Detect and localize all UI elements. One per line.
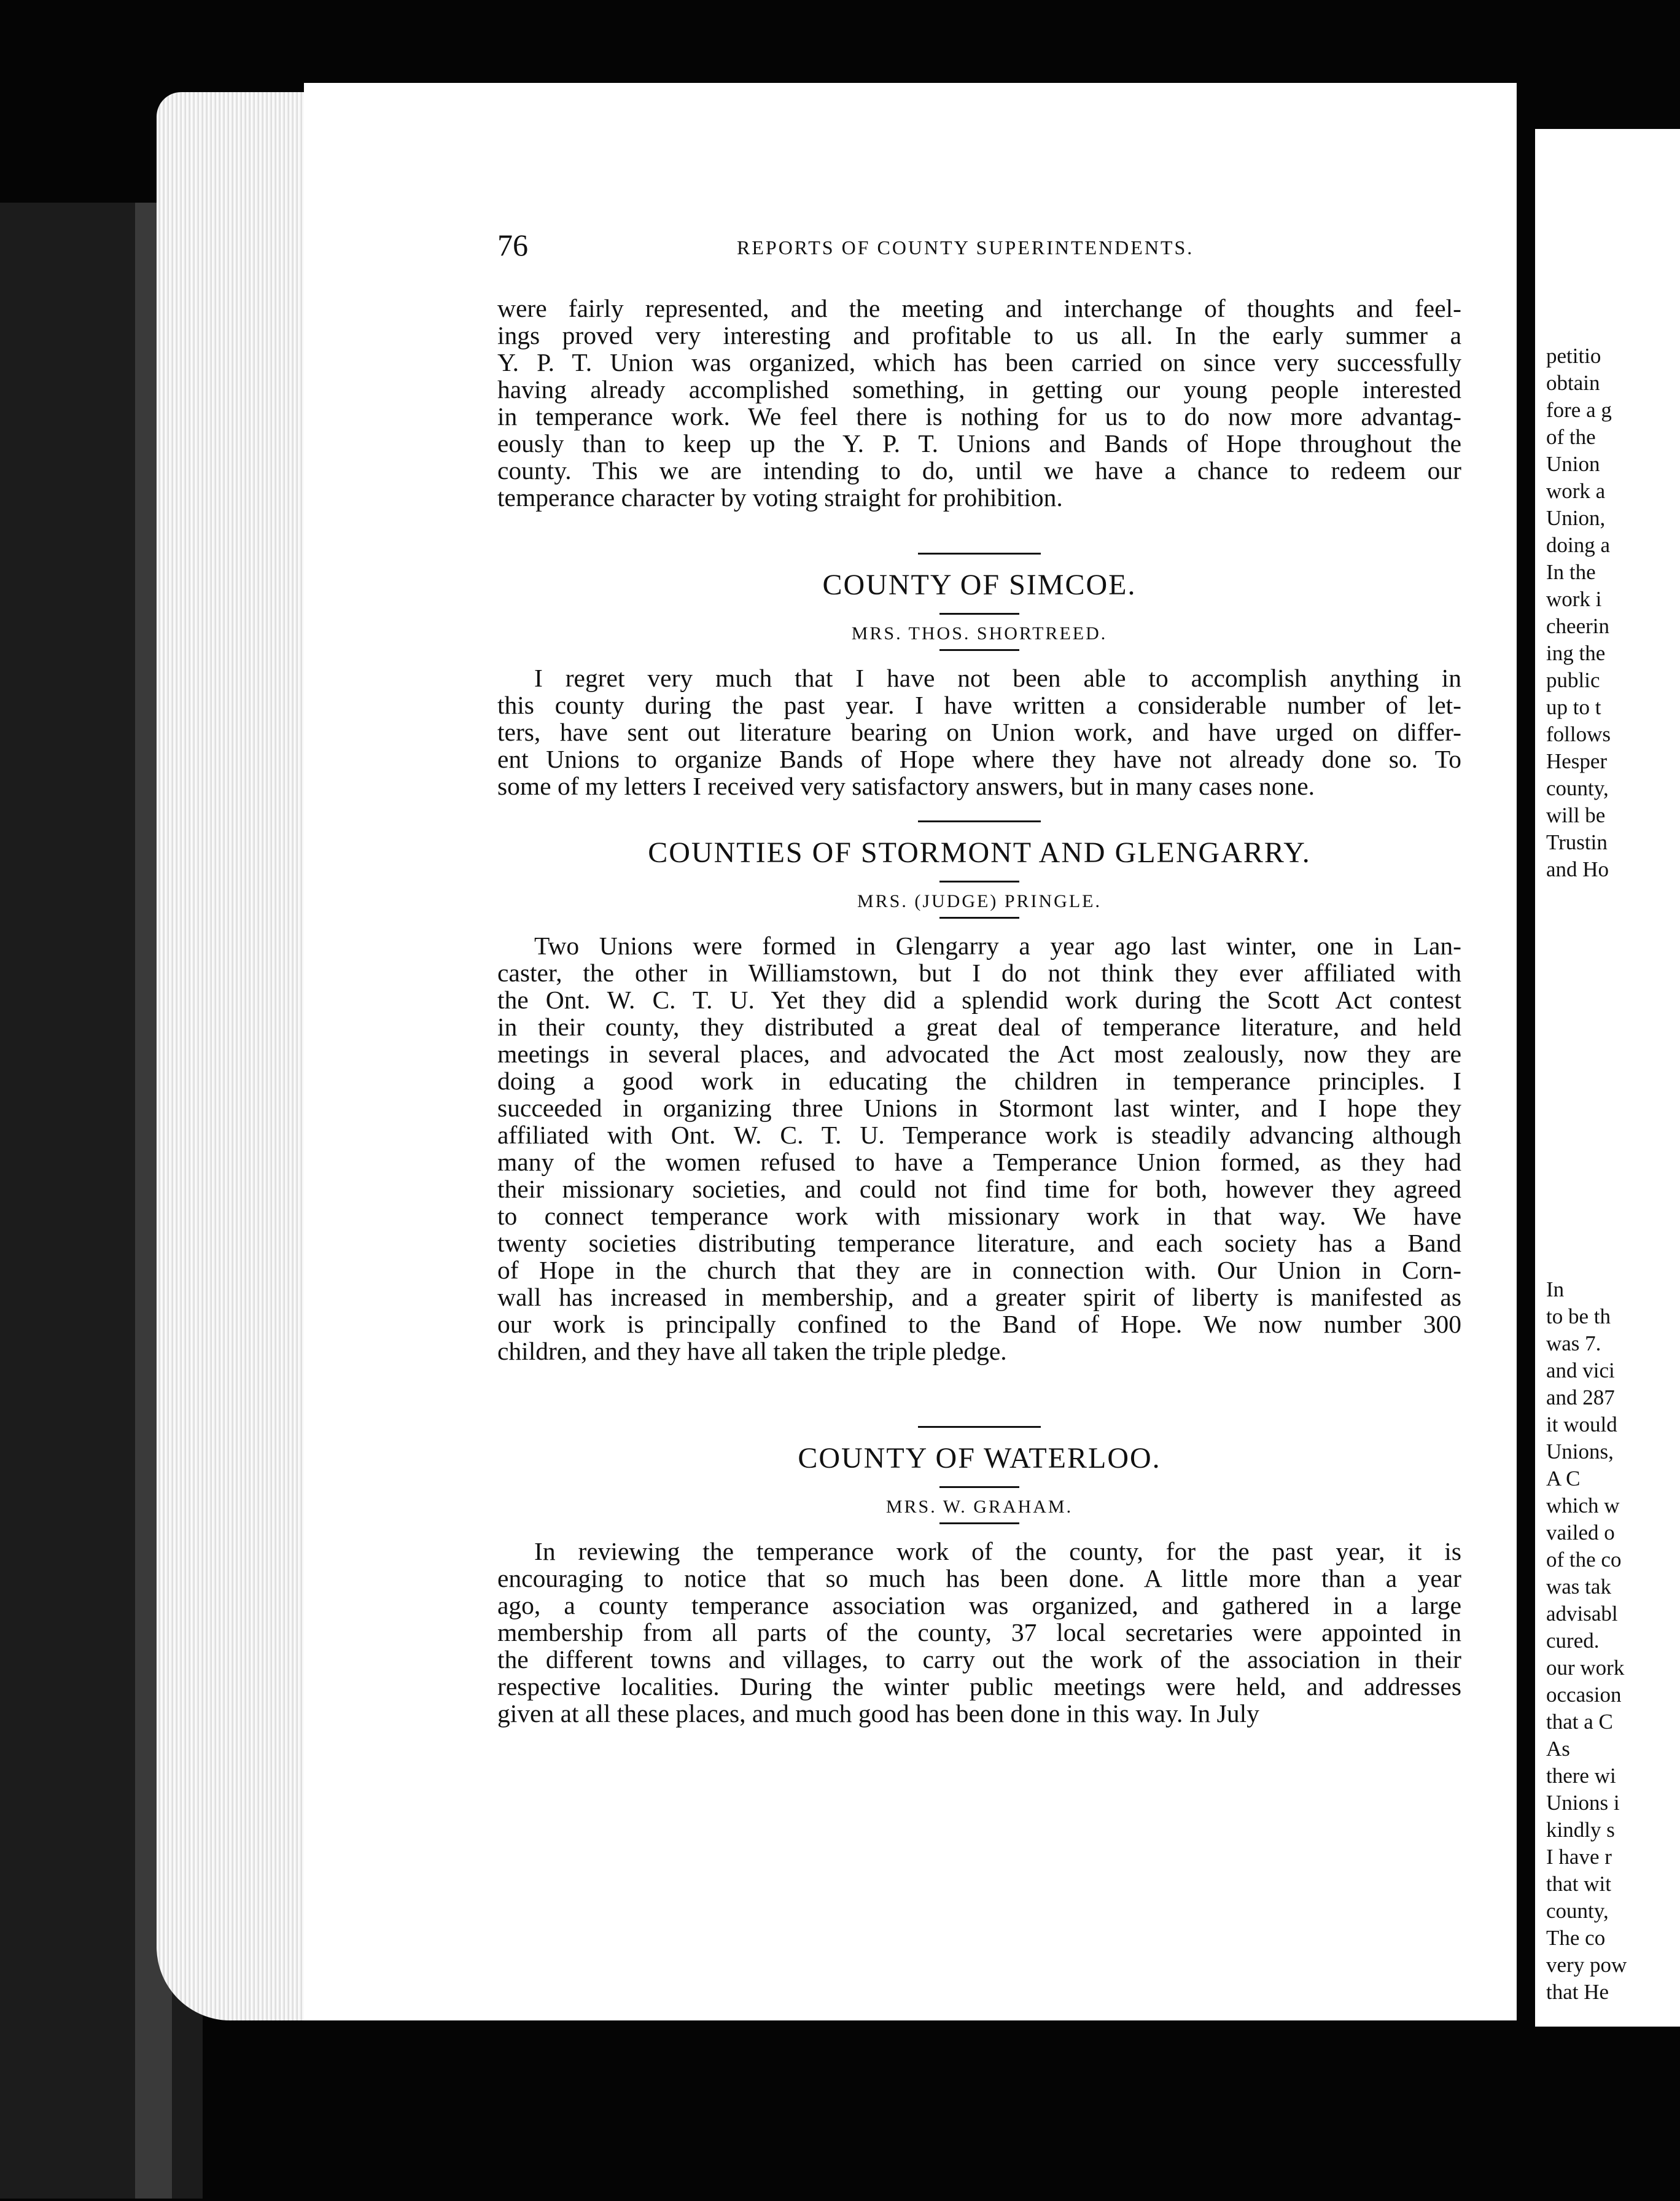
- section-author: MRS. THOS. SHORTREED.: [851, 623, 1108, 644]
- facing-page-fragment: Unions i: [1546, 1791, 1620, 1815]
- text-line: of Hope in the church that they are in connection with. Our Union in Corn-: [497, 1256, 1461, 1284]
- facing-page-fragment: will be: [1546, 803, 1606, 827]
- facing-page-fragment: ing the: [1546, 641, 1606, 665]
- text-line: affiliated with Ont. W. C. T. U. Temperance work is steadily advancing although: [497, 1121, 1461, 1149]
- facing-page-fragment: very pow: [1546, 1953, 1627, 1977]
- text-line: wall has increased in membership, and a greater spirit of liberty is manifested as: [497, 1283, 1461, 1311]
- facing-page-fragment: In the: [1546, 560, 1596, 584]
- text-line: were fairly represented, and the meeting and interchange of thoughts and feel-: [497, 294, 1461, 322]
- author-underline: [939, 649, 1019, 651]
- facing-page-fragment: work a: [1546, 479, 1606, 503]
- text-line: ters, have sent out literature bearing on Union work, and have urged on differ-: [497, 718, 1461, 746]
- facing-page-fragment: was 7.: [1546, 1331, 1601, 1355]
- section-paragraph: [497, 932, 1461, 1365]
- section-title: COUNTY OF SIMCOE.: [822, 569, 1137, 601]
- text-line: children, and they have all taken the triple pledge.: [497, 1337, 1007, 1365]
- facing-page-fragment: that wit: [1546, 1872, 1611, 1896]
- text-line: encouraging to notice that so much has been done. A little more than a year: [497, 1564, 1461, 1592]
- text-line: meetings in several places, and advocated the Act most zealously, now they are: [497, 1040, 1461, 1068]
- text-line: doing a good work in educating the children in temperance principles. I: [497, 1067, 1461, 1095]
- section-divider: [918, 553, 1041, 555]
- facing-page-fragment: doing a: [1546, 533, 1611, 557]
- report-section: [497, 553, 1461, 800]
- section-paragraph: [497, 664, 1461, 800]
- author-underline: [939, 917, 1019, 919]
- running-title: REPORTS OF COUNTY SUPERINTENDENTS.: [737, 236, 1194, 259]
- facing-page-fragment: there wi: [1546, 1764, 1616, 1788]
- facing-page-fragment: Union,: [1546, 506, 1606, 530]
- facing-page-fragment: to be th: [1546, 1304, 1611, 1328]
- facing-page-fragment: A C: [1546, 1467, 1581, 1490]
- facing-page-fragment: Hesper: [1546, 749, 1608, 773]
- text-line: in their county, they distributed a great deal of temperance literature, and held: [497, 1013, 1461, 1041]
- text-line: the Ont. W. C. T. U. Yet they did a splendid work during the Scott Act contest: [497, 986, 1461, 1014]
- text-line: Y. P. T. Union was organized, which has been carried on since very successfully: [497, 348, 1461, 376]
- facing-page-fragment: follows: [1546, 722, 1611, 746]
- running-head: [497, 221, 1461, 295]
- report-section: [497, 820, 1461, 1365]
- text-line: county. This we are intending to do, until we have a chance to redeem our: [497, 456, 1461, 485]
- facing-page-fragment: of the: [1546, 425, 1596, 449]
- book-page: [304, 83, 1517, 2020]
- text-line: to connect temperance work with missionary work in that way. We have: [497, 1202, 1461, 1230]
- facing-page-fragment: county,: [1546, 1899, 1609, 1923]
- facing-page-fragment: kindly s: [1546, 1818, 1615, 1842]
- facing-page-fragment: The co: [1546, 1926, 1606, 1950]
- section-title: COUNTY OF WATERLOO.: [798, 1442, 1161, 1474]
- section-author: MRS. W. GRAHAM.: [885, 1497, 1073, 1517]
- facing-page-fragment: our work: [1546, 1656, 1625, 1680]
- facing-page-fragment: it would: [1546, 1412, 1617, 1436]
- text-line: eously than to keep up the Y. P. T. Unions and Bands of Hope throughout the: [497, 429, 1461, 458]
- facing-page-fragment: Trustin: [1546, 830, 1608, 854]
- facing-page-fragment: that a C: [1546, 1710, 1613, 1734]
- text-line: this county during the past year. I have written a considerable number of let-: [497, 691, 1461, 719]
- section-title: COUNTIES OF STORMONT AND GLENGARRY.: [648, 836, 1311, 869]
- facing-page-fragment: cheerin: [1546, 614, 1609, 638]
- facing-page-fragment: of the co: [1546, 1548, 1622, 1572]
- title-underline: [939, 613, 1019, 615]
- facing-page-fragment: I have r: [1546, 1845, 1612, 1869]
- facing-page-fragment: and Ho: [1546, 857, 1609, 881]
- facing-page-fragment: Unions,: [1546, 1439, 1614, 1463]
- text-line: our work is principally confined to the Band of Hope. We now number 300: [497, 1310, 1461, 1338]
- facing-page-fragment: county,: [1546, 776, 1609, 800]
- section-author: MRS. (JUDGE) PRINGLE.: [857, 891, 1102, 911]
- facing-page-fragment: and 287: [1546, 1385, 1615, 1409]
- report-section: [497, 1426, 1461, 1727]
- title-underline: [939, 1486, 1019, 1488]
- text-line: having already accomplished something, in getting our young people interested: [497, 375, 1461, 403]
- text-line: membership from all parts of the county, 37 local secretaries were appointed in: [497, 1618, 1461, 1646]
- text-line: twenty societies distributing temperance literature, and each society has a Band: [497, 1229, 1461, 1257]
- text-line: caster, the other in Williamstown, but I do not think they ever affiliated with: [497, 959, 1461, 987]
- text-line: In reviewing the temperance work of the county, for the past year, it is: [534, 1537, 1461, 1565]
- text-line: their missionary societies, and could not find time for both, however they agreed: [497, 1175, 1461, 1203]
- facing-page-fragment: Union: [1546, 452, 1600, 476]
- facing-page-fragment: vailed o: [1546, 1521, 1615, 1545]
- facing-page-fragment: fore a g: [1546, 398, 1612, 422]
- text-line: many of the women refused to have a Temperance Union formed, as they had: [497, 1148, 1461, 1176]
- text-line: respective localities. During the winter public meetings were held, and addresses: [497, 1672, 1461, 1700]
- facing-page: [1535, 129, 1680, 2027]
- facing-page-fragment: obtain: [1546, 371, 1600, 395]
- text-line: I regret very much that I have not been able to accomplish anything in: [534, 664, 1461, 692]
- facing-page-fragment: public: [1546, 668, 1600, 692]
- facing-page-fragment: up to t: [1546, 695, 1601, 719]
- facing-page-fragment: and vici: [1546, 1358, 1615, 1382]
- facing-page-fragment: In: [1546, 1277, 1565, 1301]
- text-line: given at all these places, and much good has been done in this way. In July: [497, 1699, 1259, 1728]
- facing-page-fragment: work i: [1546, 587, 1602, 611]
- text-line: some of my letters I received very satisfactory answers, but in many cases none.: [497, 772, 1315, 800]
- section-paragraph: [497, 1538, 1461, 1727]
- text-line: ings proved very interesting and profitable to us all. In the early summer a: [497, 321, 1461, 349]
- facing-page-fragment: that He: [1546, 1980, 1609, 2004]
- text-line: ent Unions to organize Bands of Hope where they have not already done so. To: [497, 745, 1461, 773]
- section-divider: [918, 820, 1041, 822]
- facing-page-fragment: advisabl: [1546, 1602, 1618, 1626]
- text-line: Two Unions were formed in Glengarry a year ago last winter, one in Lan-: [534, 932, 1461, 960]
- text-line: the different towns and villages, to carry out the work of the association in their: [497, 1645, 1461, 1673]
- title-underline: [939, 881, 1019, 882]
- text-line: temperance character by voting straight for prohibition.: [497, 483, 1063, 512]
- intro-paragraph: [497, 295, 1461, 511]
- facing-page-fragment: petitio: [1546, 344, 1601, 368]
- text-line: succeeded in organizing three Unions in Stormont last winter, and I hope they: [497, 1094, 1461, 1122]
- page-edges: [157, 92, 307, 2020]
- text-line: ago, a county temperance association was organized, and gathered in a large: [497, 1591, 1461, 1619]
- page-content: [497, 221, 1461, 1727]
- author-underline: [939, 1522, 1019, 1524]
- page-number: 76: [497, 228, 528, 262]
- facing-page-fragment: was tak: [1546, 1575, 1611, 1599]
- text-line: in temperance work. We feel there is nothing for us to do now more advantag-: [497, 402, 1461, 430]
- facing-page-fragment: As: [1546, 1737, 1570, 1761]
- section-divider: [918, 1426, 1041, 1428]
- facing-page-fragment: which w: [1546, 1494, 1620, 1517]
- facing-page-fragment: occasion: [1546, 1683, 1622, 1707]
- sections: [497, 553, 1461, 1727]
- facing-page-fragment: cured.: [1546, 1629, 1600, 1653]
